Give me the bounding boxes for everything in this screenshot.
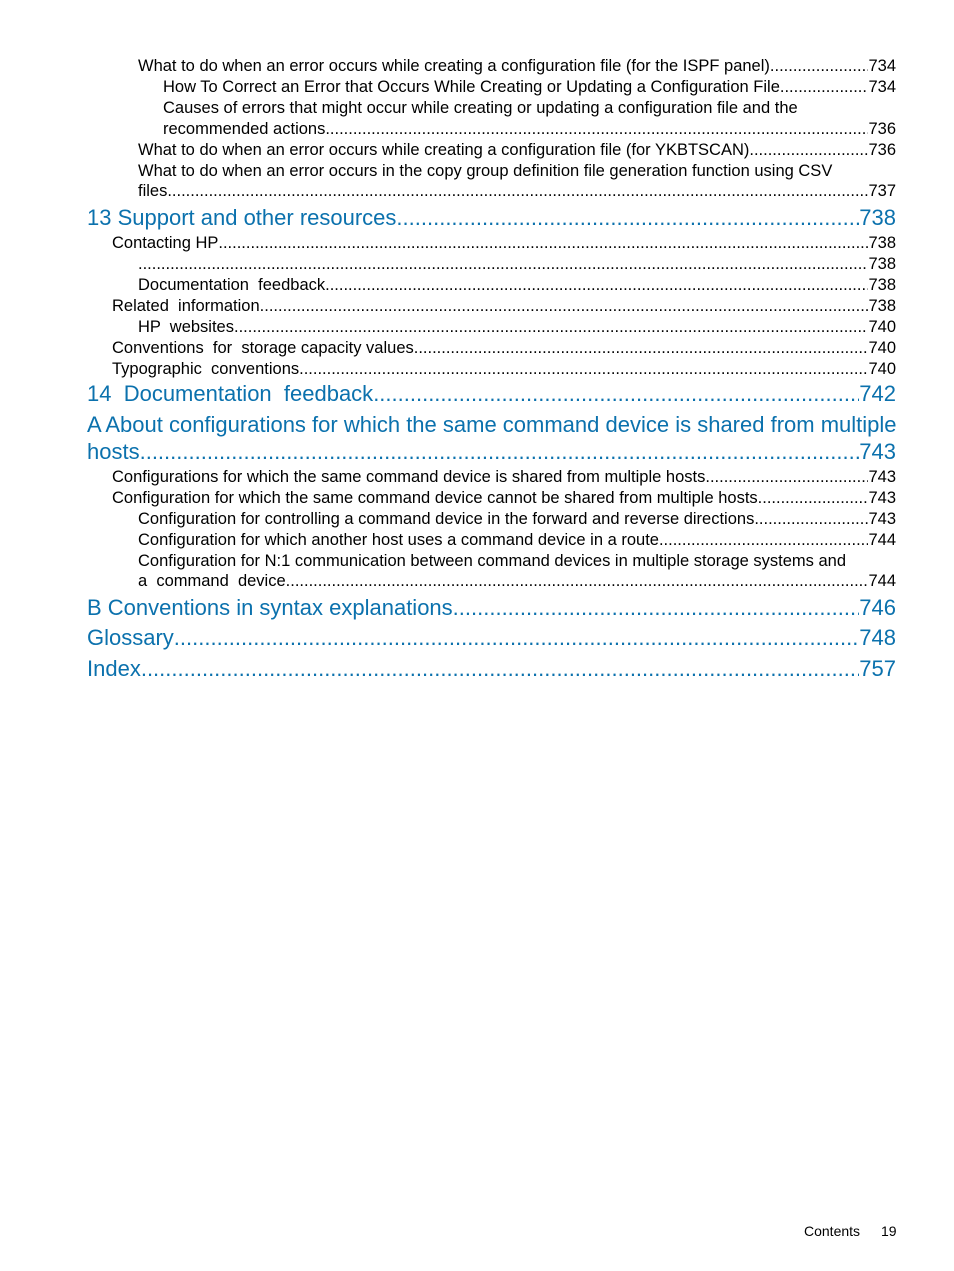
toc-entry-label: Related information [112, 297, 260, 315]
toc-entry[interactable] [138, 571, 896, 592]
toc-entry-page: 734 [868, 57, 896, 75]
toc-entry-page: 738 [868, 255, 896, 273]
toc-entry[interactable] [112, 338, 896, 359]
toc-chapter-page: 748 [859, 625, 896, 650]
toc-entry-label: How To Correct an Error that Occurs While Creating or Updating a Configuration File [163, 78, 780, 96]
toc-entry-page: 738 [868, 297, 896, 315]
toc-chapter[interactable] [87, 655, 896, 682]
toc-entry-page: 736 [868, 141, 896, 159]
toc-chapter-page: 742 [859, 381, 896, 406]
toc-entry-page: 740 [868, 318, 896, 336]
toc-entry[interactable] [138, 275, 896, 296]
footer-section: Contents [804, 1223, 861, 1239]
toc-entry-label-line: Causes of errors that might occur while creating or updating a configuration file and the [163, 99, 798, 117]
toc-chapter-label: Glossary [87, 625, 174, 650]
dot-leader [167, 181, 868, 202]
dot-leader [299, 359, 868, 380]
dot-leader [325, 275, 868, 296]
toc-chapter-label: Index [87, 656, 141, 681]
dot-leader [705, 467, 868, 488]
dot-leader [758, 488, 869, 509]
toc-entry-label: Configurations for which the same command device is shared from multiple hosts [112, 468, 706, 486]
toc-chapter-page: 738 [859, 205, 896, 230]
toc-chapter-label: 14 Documentation feedback [87, 381, 374, 406]
dot-leader [659, 530, 869, 551]
toc-entry-label-line: Configuration for N:1 communication between command devices in multiple storage systems and [138, 552, 847, 570]
toc-entry-label: Typographic conventions [112, 360, 300, 378]
dot-leader [140, 438, 860, 465]
dot-leader [286, 571, 869, 592]
dot-leader [325, 119, 868, 140]
dot-leader [396, 204, 859, 231]
dot-leader [174, 624, 859, 651]
toc-entry[interactable] [138, 509, 896, 530]
toc-entry[interactable] [138, 181, 896, 202]
toc-chapter-label: 13 Support and other resources [87, 205, 397, 230]
toc-entry[interactable] [163, 77, 896, 98]
toc-chapter[interactable] [87, 624, 896, 651]
toc-entry-label: Conventions for storage capacity values [112, 339, 414, 357]
toc-chapter[interactable] [87, 380, 896, 407]
toc-chapter-label-line: A About configurations for which the same command device is shared from multiple [87, 412, 897, 437]
dot-leader [780, 77, 869, 98]
toc-chapter-page: 757 [859, 656, 896, 681]
toc-entry-page: 743 [868, 489, 896, 507]
toc-entry-label: What to do when an error occurs while creating a configuration file (for YKBTSCAN) [138, 141, 750, 159]
toc-chapter[interactable] [87, 204, 896, 231]
dot-leader [749, 140, 868, 161]
toc-chapter-page: 746 [859, 595, 896, 620]
dot-leader [234, 317, 868, 338]
toc-entry-label: HP websites [138, 318, 234, 336]
toc-entry[interactable] [112, 296, 896, 317]
toc-entry-label: Documentation feedback [138, 276, 326, 294]
toc-entry[interactable] [163, 119, 896, 140]
toc-entry-page: 737 [868, 182, 896, 200]
toc-entry-page: 736 [868, 120, 896, 138]
toc-chapter-label: hosts [87, 439, 140, 464]
toc-entry-page: 744 [868, 531, 896, 549]
page-footer [804, 1223, 860, 1239]
toc-entry[interactable] [138, 56, 896, 77]
dot-leader [138, 254, 868, 275]
dot-leader [754, 509, 868, 530]
toc-entry-page: 734 [868, 78, 896, 96]
toc-entry[interactable] [112, 359, 896, 380]
toc-entry-label: Configuration for controlling a command device in the forward and reverse directions [138, 510, 755, 528]
toc-chapter-label: B Conventions in syntax explanations [87, 595, 453, 620]
toc-entry-page: 740 [868, 339, 896, 357]
toc-entry-page: 740 [868, 360, 896, 378]
dot-leader [414, 338, 869, 359]
toc-entry-page: 743 [868, 468, 896, 486]
toc-entry-label: a command device [138, 572, 286, 590]
toc-entry[interactable] [112, 467, 896, 488]
dot-leader [453, 594, 860, 621]
toc-entry[interactable] [112, 488, 896, 509]
toc-entry-label: Configuration for which the same command device cannot be shared from multiple hosts [112, 489, 758, 507]
toc-entry[interactable] [138, 317, 896, 338]
dot-leader [770, 56, 869, 77]
toc-chapter[interactable] [87, 594, 896, 621]
toc-entry-page: 738 [868, 276, 896, 294]
toc-chapter[interactable] [87, 438, 896, 465]
dot-leader [260, 296, 869, 317]
toc-entry[interactable] [138, 140, 896, 161]
toc-entry-page: 738 [868, 234, 896, 252]
toc-entry-label: Contacting HP [112, 234, 219, 252]
dot-leader [373, 380, 859, 407]
toc-entry-label: recommended actions [163, 120, 326, 138]
dot-leader [141, 655, 859, 682]
toc-entry-label: Configuration for which another host uses a command device in a route [138, 531, 659, 549]
dot-leader [218, 233, 868, 254]
toc-entry-label: What to do when an error occurs while creating a configuration file (for the ISPF panel) [138, 57, 770, 75]
toc-entry[interactable] [138, 530, 896, 551]
toc-entry[interactable] [112, 233, 896, 254]
toc-entry-label-line: What to do when an error occurs in the copy group definition file generation function using CSV [138, 162, 833, 180]
page-number: 19 [881, 1223, 897, 1239]
toc-entry-page: 744 [868, 572, 896, 590]
toc-chapter-page: 743 [859, 439, 896, 464]
toc-entry-page: 743 [868, 510, 896, 528]
toc-entry-label: files [138, 182, 168, 200]
toc-entry[interactable] [138, 254, 896, 275]
